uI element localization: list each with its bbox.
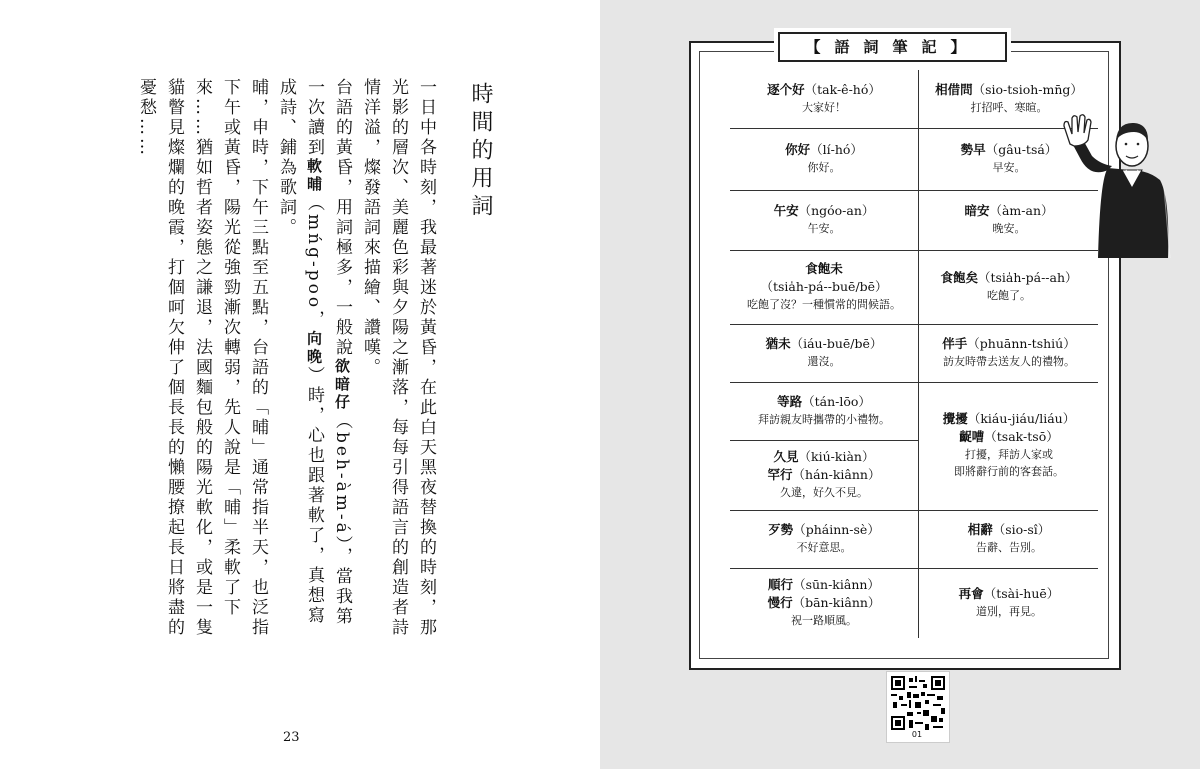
vocab-word: 相借問	[935, 82, 973, 97]
qr-code-label: 01	[911, 730, 923, 739]
vocab-word: 午安	[773, 203, 799, 218]
vocab-term	[730, 466, 918, 484]
paragraph-3: 晡，申時，下午三點至五點，台語的「晡」通常指半天，也泛指下午或黃昏，陽光從強勁漸次轉弱，先人說是「晡」柔軟了下來……猶如哲者姿態之謙退，法國麵包般的陽光軟化，或是一隻貓瞥見燦爛的晚霞，打個呵欠伸了個長長的懶腰撩起長日將盡的憂愁……	[136, 78, 268, 638]
row-divider	[730, 250, 918, 251]
vocab-romanization: （tán-lōo）	[802, 394, 871, 409]
vocab-term	[730, 202, 918, 220]
vocab-entry	[730, 81, 918, 116]
qr-code-icon	[888, 674, 948, 732]
vocab-word: 攪擾	[942, 411, 968, 426]
vocab-romanization: （gâu-tsá）	[985, 142, 1058, 157]
vocab-word: 暗安	[964, 203, 990, 218]
row-divider	[919, 510, 1098, 511]
vocab-word: 你好	[785, 142, 811, 157]
page-title: 時間的用詞	[468, 82, 493, 222]
vocab-word: 歹勢	[768, 522, 794, 537]
row-divider	[730, 440, 918, 441]
vocab-romanization: （bān-kiânn）	[792, 595, 881, 610]
vocab-term	[919, 521, 1099, 539]
vocab-romanization: （tsak-tsō）	[984, 429, 1059, 444]
vocab-definition: 午安。	[807, 222, 841, 235]
vocab-definition: 還沒。	[807, 355, 841, 368]
vocab-romanization: （tak-ê-hó）	[804, 82, 881, 97]
vocab-entry	[919, 585, 1099, 620]
vocab-romanization: （ngóo-an）	[798, 203, 875, 218]
row-divider	[730, 190, 918, 191]
vocab-term	[919, 585, 1099, 603]
vocab-entry	[730, 141, 918, 176]
vocab-entry	[730, 521, 918, 556]
vocab-romanization: （àm-an）	[989, 203, 1054, 218]
vocab-word: 等路	[777, 394, 803, 409]
vocab-definition: 久違，好久不見。	[780, 486, 868, 499]
vocab-romanization: （tsia̍h-pá--buē/bē）	[760, 279, 888, 294]
vocab-word: 慢行	[767, 595, 793, 610]
vocab-definition: 不好意思。	[796, 541, 852, 554]
row-divider	[919, 382, 1098, 383]
column-divider	[918, 70, 919, 638]
row-divider	[730, 128, 918, 129]
row-divider	[919, 324, 1098, 325]
vocab-term	[919, 410, 1099, 428]
page-number: 23	[283, 730, 300, 745]
vocab-term	[730, 81, 918, 99]
vocab-romanization: （kiáu-jiáu/liáu）	[967, 411, 1076, 426]
vocab-definition: 晚安。	[992, 222, 1026, 235]
vocab-term	[919, 428, 1099, 446]
vocab-entry	[730, 335, 918, 370]
vocab-word: 久見	[773, 449, 799, 464]
row-divider	[730, 510, 918, 511]
vocab-word: 猶未	[765, 336, 791, 351]
vocab-term	[730, 393, 918, 411]
vocab-word: 齪嘈	[959, 429, 985, 444]
vocab-definition: 即將辭行前的客套話。	[954, 465, 1064, 478]
vocab-word: 逐个好	[767, 82, 805, 97]
vocab-term	[730, 594, 918, 612]
vocab-term	[919, 335, 1099, 353]
vocab-word: 食飽矣	[940, 270, 978, 285]
vocab-word: 相辭	[967, 522, 993, 537]
body-text	[80, 78, 440, 638]
vocab-definition: 祝一路順風。	[791, 614, 857, 627]
vocab-word: 再會	[958, 586, 984, 601]
vocab-definition: 告辭、告別。	[976, 541, 1042, 554]
vocab-term	[919, 81, 1099, 99]
paragraph-1: 一日中各時刻，我最著迷於黃昏，在此白天黑夜替換的時刻，那光影的層次、美麗色彩與夕陽之漸落，每每引得語言的創造者詩情洋溢，燦發語詞來描繪、讚嘆。	[360, 78, 436, 638]
row-divider	[730, 324, 918, 325]
vocab-definition: 大家好！	[802, 101, 846, 114]
row-divider	[919, 568, 1098, 569]
vocab-definition: 打擾，拜訪人家或	[965, 448, 1053, 461]
vocab-definition: 吃飽了沒？一種慣常的問候語。	[747, 298, 901, 311]
vocab-entry	[730, 448, 918, 501]
row-divider	[730, 568, 918, 569]
vocab-word: 罕行	[767, 467, 793, 482]
vocab-definition: 拜訪親友時攜帶的小禮物。	[758, 413, 890, 426]
vocab-entry	[919, 335, 1099, 370]
paragraph-2: 台語的黃昏，用詞極多，一般說欲暗仔（beh-àm-á），當我第一次讀到軟晡（mńg-poo，向晚）時，心也跟著軟了，真想寫成詩、鋪為歌詞。	[276, 78, 352, 628]
vocab-definition: 你好。	[807, 161, 841, 174]
vocab-term	[919, 269, 1099, 287]
vocab-entry	[919, 521, 1099, 556]
vocab-romanization: （sūn-kiânn）	[793, 577, 880, 592]
vocab-word: 順行	[768, 577, 794, 592]
vocab-entry	[730, 202, 918, 237]
vocab-romanization: （pháinn-sè）	[793, 522, 880, 537]
vocab-term	[730, 576, 918, 594]
vocab-term	[730, 260, 918, 278]
vocab-term	[730, 141, 918, 159]
vocab-definition: 吃飽了。	[987, 289, 1031, 302]
vocab-romanization: （hán-kiânn）	[792, 467, 881, 482]
vocab-romanization: （lí-hó）	[810, 142, 863, 157]
vocab-term	[730, 448, 918, 466]
vocab-romanization: （kiú-kiàn）	[798, 449, 875, 464]
row-divider	[730, 382, 918, 383]
vocab-romanization: （sio-sî）	[992, 522, 1051, 537]
vocab-romanization: （sio-tsioh-mn̄g）	[972, 82, 1083, 97]
vocab-romanization: （phuānn-tshiú）	[967, 336, 1076, 351]
vocab-romanization: （tsài-huē）	[983, 586, 1060, 601]
vocab-word: 伴手	[942, 336, 968, 351]
vocab-term	[730, 521, 918, 539]
vocab-word: 勢早	[960, 142, 986, 157]
vocab-term	[730, 278, 918, 296]
vocab-word: 食飽未	[805, 261, 843, 276]
vocab-definition: 打招呼、寒暄。	[970, 101, 1048, 114]
vocab-romanization: （tsia̍h-pá--ah）	[977, 270, 1078, 285]
vocab-entry	[730, 393, 918, 428]
vocab-definition: 早安。	[992, 161, 1026, 174]
vocab-entry	[919, 410, 1099, 480]
vocab-term	[730, 335, 918, 353]
vocab-entry	[730, 260, 918, 313]
vocab-entry	[919, 269, 1099, 304]
vocab-definition: 道別，再見。	[976, 605, 1042, 618]
vocab-entry	[730, 576, 918, 629]
waving-man-illustration	[1060, 108, 1175, 258]
vocab-romanization: （iáu-buē/bē）	[790, 336, 883, 351]
vocab-note-title: 【語詞筆記】	[778, 32, 1007, 62]
vocab-definition: 訪友時帶去送友人的禮物。	[943, 355, 1075, 368]
